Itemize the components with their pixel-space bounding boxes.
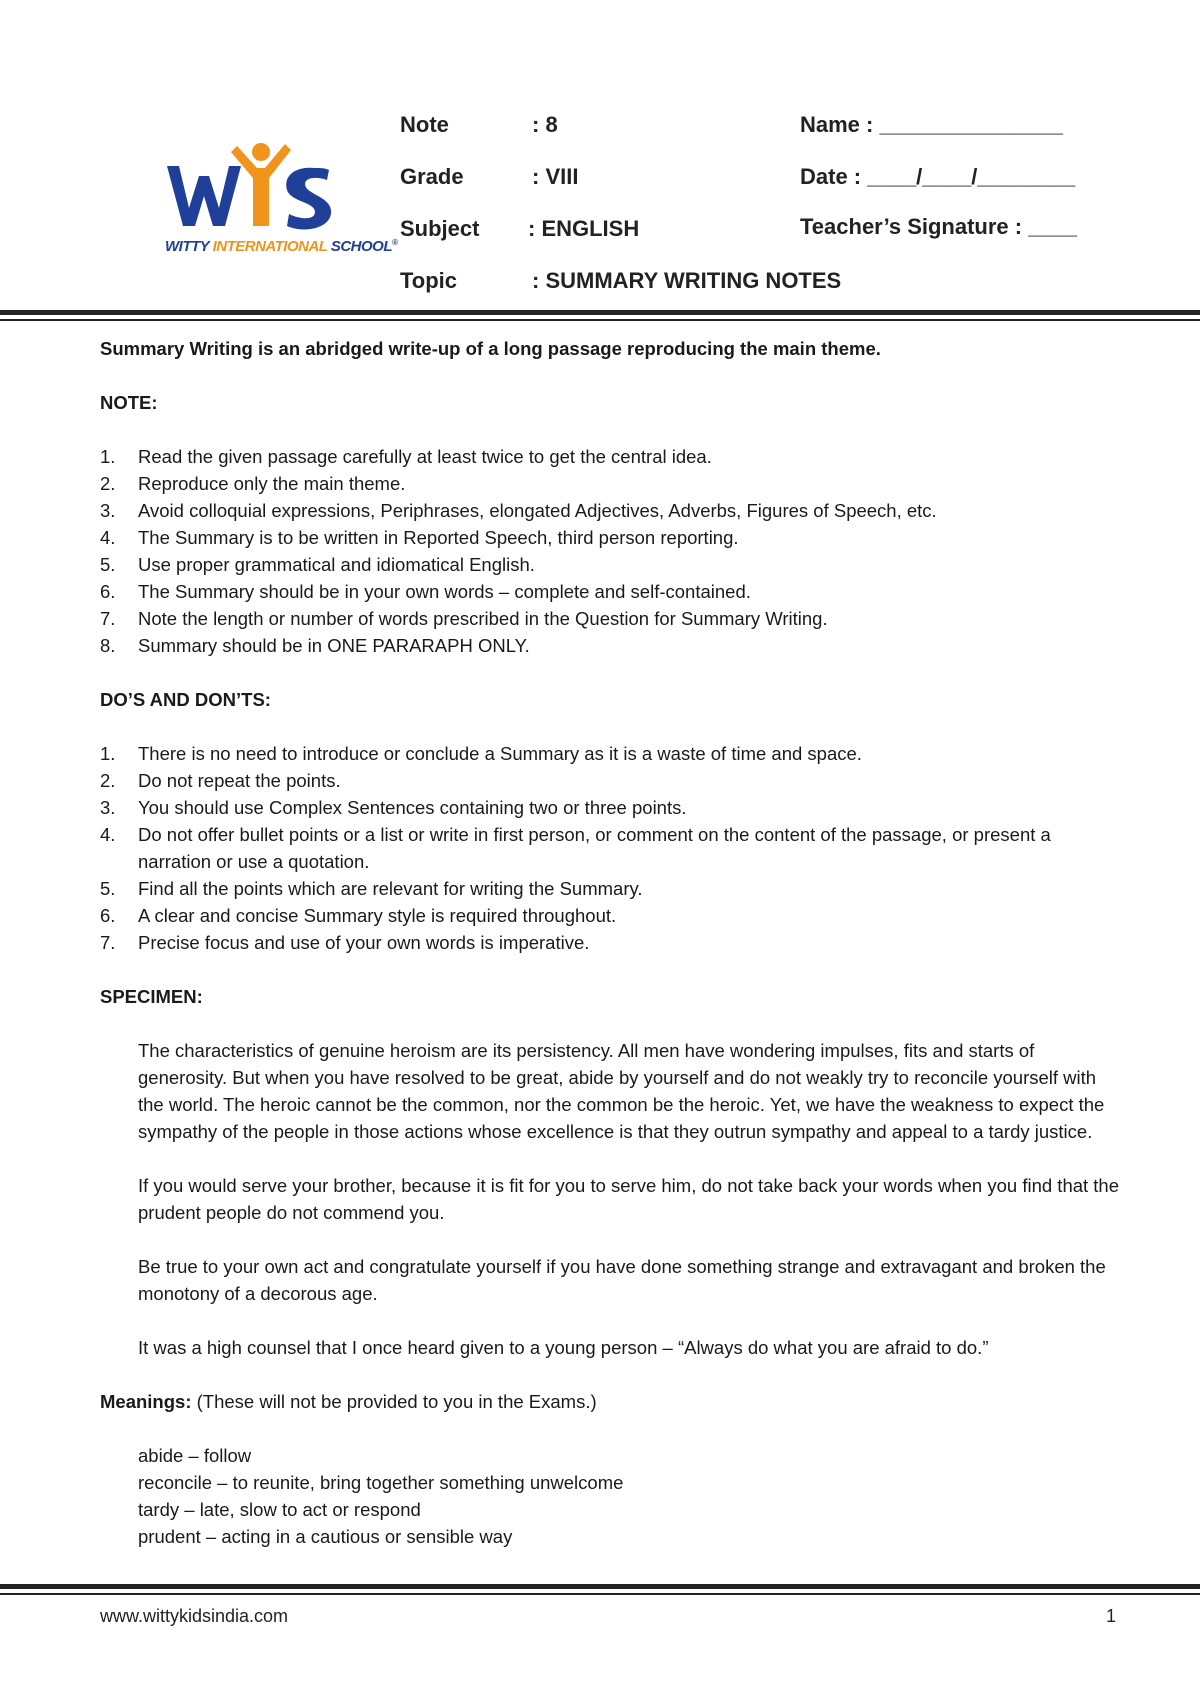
topic-value: : SUMMARY WRITING NOTES: [532, 268, 842, 293]
list-item: 1. There is no need to introduce or conclude a Summary as it is a waste of time and space.: [100, 743, 862, 764]
meaning-item: tardy – late, slow to act or respond: [138, 1499, 421, 1520]
note-list: [100, 443, 1120, 659]
school-name-school: SCHOOL: [327, 238, 393, 255]
school-name-international: INTERNATIONAL: [212, 238, 328, 255]
meanings-label: Meanings:: [100, 1391, 192, 1412]
meaning-item: abide – follow: [138, 1445, 252, 1466]
specimen-passage: [138, 1037, 1120, 1361]
footer-divider-thin: [0, 1593, 1200, 1595]
list-item: 5. Find all the points which are relevant for writing the Summary.: [100, 878, 643, 899]
meanings-note: (These will not be provided to you in the Exams.): [191, 1391, 597, 1412]
list-item: 2. Reproduce only the main theme.: [100, 473, 406, 494]
list-item: 4. The Summary is to be written in Reported Speech, third person reporting.: [100, 527, 739, 548]
specimen-heading: SPECIMEN:: [100, 986, 203, 1007]
intro-sentence: Summary Writing is an abridged write-up of a long passage reproducing the main theme.: [100, 338, 881, 359]
header-divider-thin: [0, 319, 1200, 321]
school-name-witty: WITTY: [165, 238, 213, 255]
header-divider: [0, 310, 1200, 315]
note-label: Note: [400, 112, 449, 137]
list-item: 8. Summary should be in ONE PARARAPH ONLY.: [100, 635, 530, 656]
date-field[interactable]: Date : ____/____/________: [800, 164, 1076, 189]
name-field[interactable]: Name : _______________: [800, 112, 1064, 137]
specimen-paragraph: Be true to your own act and congratulate yourself if you have done something strange and extravagant and broken the monotony of a decorous age.: [138, 1256, 1106, 1304]
meanings-list: [138, 1442, 1120, 1550]
list-item: 6. A clear and concise Summary style is required throughout.: [100, 905, 617, 926]
note-heading: NOTE:: [100, 392, 158, 413]
logo-mark-icon: [165, 138, 375, 238]
meanings-heading: [100, 1388, 1120, 1415]
specimen-paragraph: It was a high counsel that I once heard given to a young person – “Always do what you are afraid to do.”: [138, 1337, 989, 1358]
list-item: 4. Do not offer bullet points or a list or write in first person, or comment on the content of the passage, or present a narration or use a quotation.: [100, 824, 1051, 872]
list-item: 3. You should use Complex Sentences containing two or three points.: [100, 797, 687, 818]
meaning-item: prudent – acting in a cautious or sensible way: [138, 1526, 513, 1547]
document-body: [100, 335, 1120, 1550]
subject-value: : ENGLISH: [528, 216, 640, 241]
school-name: [165, 238, 397, 255]
list-item: 5. Use proper grammatical and idiomatical English.: [100, 554, 535, 575]
topic-label: Topic: [400, 268, 458, 293]
list-item: 7. Note the length or number of words prescribed in the Question for Summary Writing.: [100, 608, 828, 629]
page-number: 1: [1106, 1606, 1117, 1626]
list-item: 6. The Summary should be in your own words – complete and self-contained.: [100, 581, 751, 602]
list-item: 1. Read the given passage carefully at least twice to get the central idea.: [100, 446, 712, 467]
list-item: 2. Do not repeat the points.: [100, 770, 341, 791]
subject-label: Subject: [400, 216, 480, 241]
teacher-signature-field[interactable]: Teacher’s Signature : ____: [800, 214, 1078, 239]
list-item: 3. Avoid colloquial expressions, Periphrases, elongated Adjectives, Adverbs, Figures of Speech, etc.: [100, 500, 937, 521]
registered-mark: ®: [392, 238, 398, 247]
footer-website-link[interactable]: www.wittykidsindia.com: [100, 1606, 289, 1626]
school-logo: [165, 138, 398, 263]
grade-value: : VIII: [532, 164, 579, 189]
footer-divider: [0, 1584, 1200, 1589]
specimen-paragraph: If you would serve your brother, because it is fit for you to serve him, do not take back your words when you find that the prudent people do not commend you.: [138, 1175, 1120, 1223]
dos-donts-heading: DO’S AND DON’TS:: [100, 689, 271, 710]
specimen-paragraph: The characteristics of genuine heroism are its persistency. All men have wondering impulses, fits and starts of generosity. But when you have resolved to be great, abide by yourself and do not weakly try to reconcile yourself with the world. The heroic cannot be the common, nor the common be the heroic. Yet, we have the weakness to expect the sympathy of the people in those actions whose excellence is that they outrun sympathy and appeal to a tardy justice.: [138, 1040, 1105, 1142]
list-item: 7. Precise focus and use of your own words is imperative.: [100, 932, 590, 953]
meaning-item: reconcile – to reunite, bring together something unwelcome: [138, 1472, 624, 1493]
note-value: : 8: [532, 112, 558, 137]
grade-label: Grade: [400, 164, 464, 189]
dos-donts-list: [100, 740, 1120, 956]
